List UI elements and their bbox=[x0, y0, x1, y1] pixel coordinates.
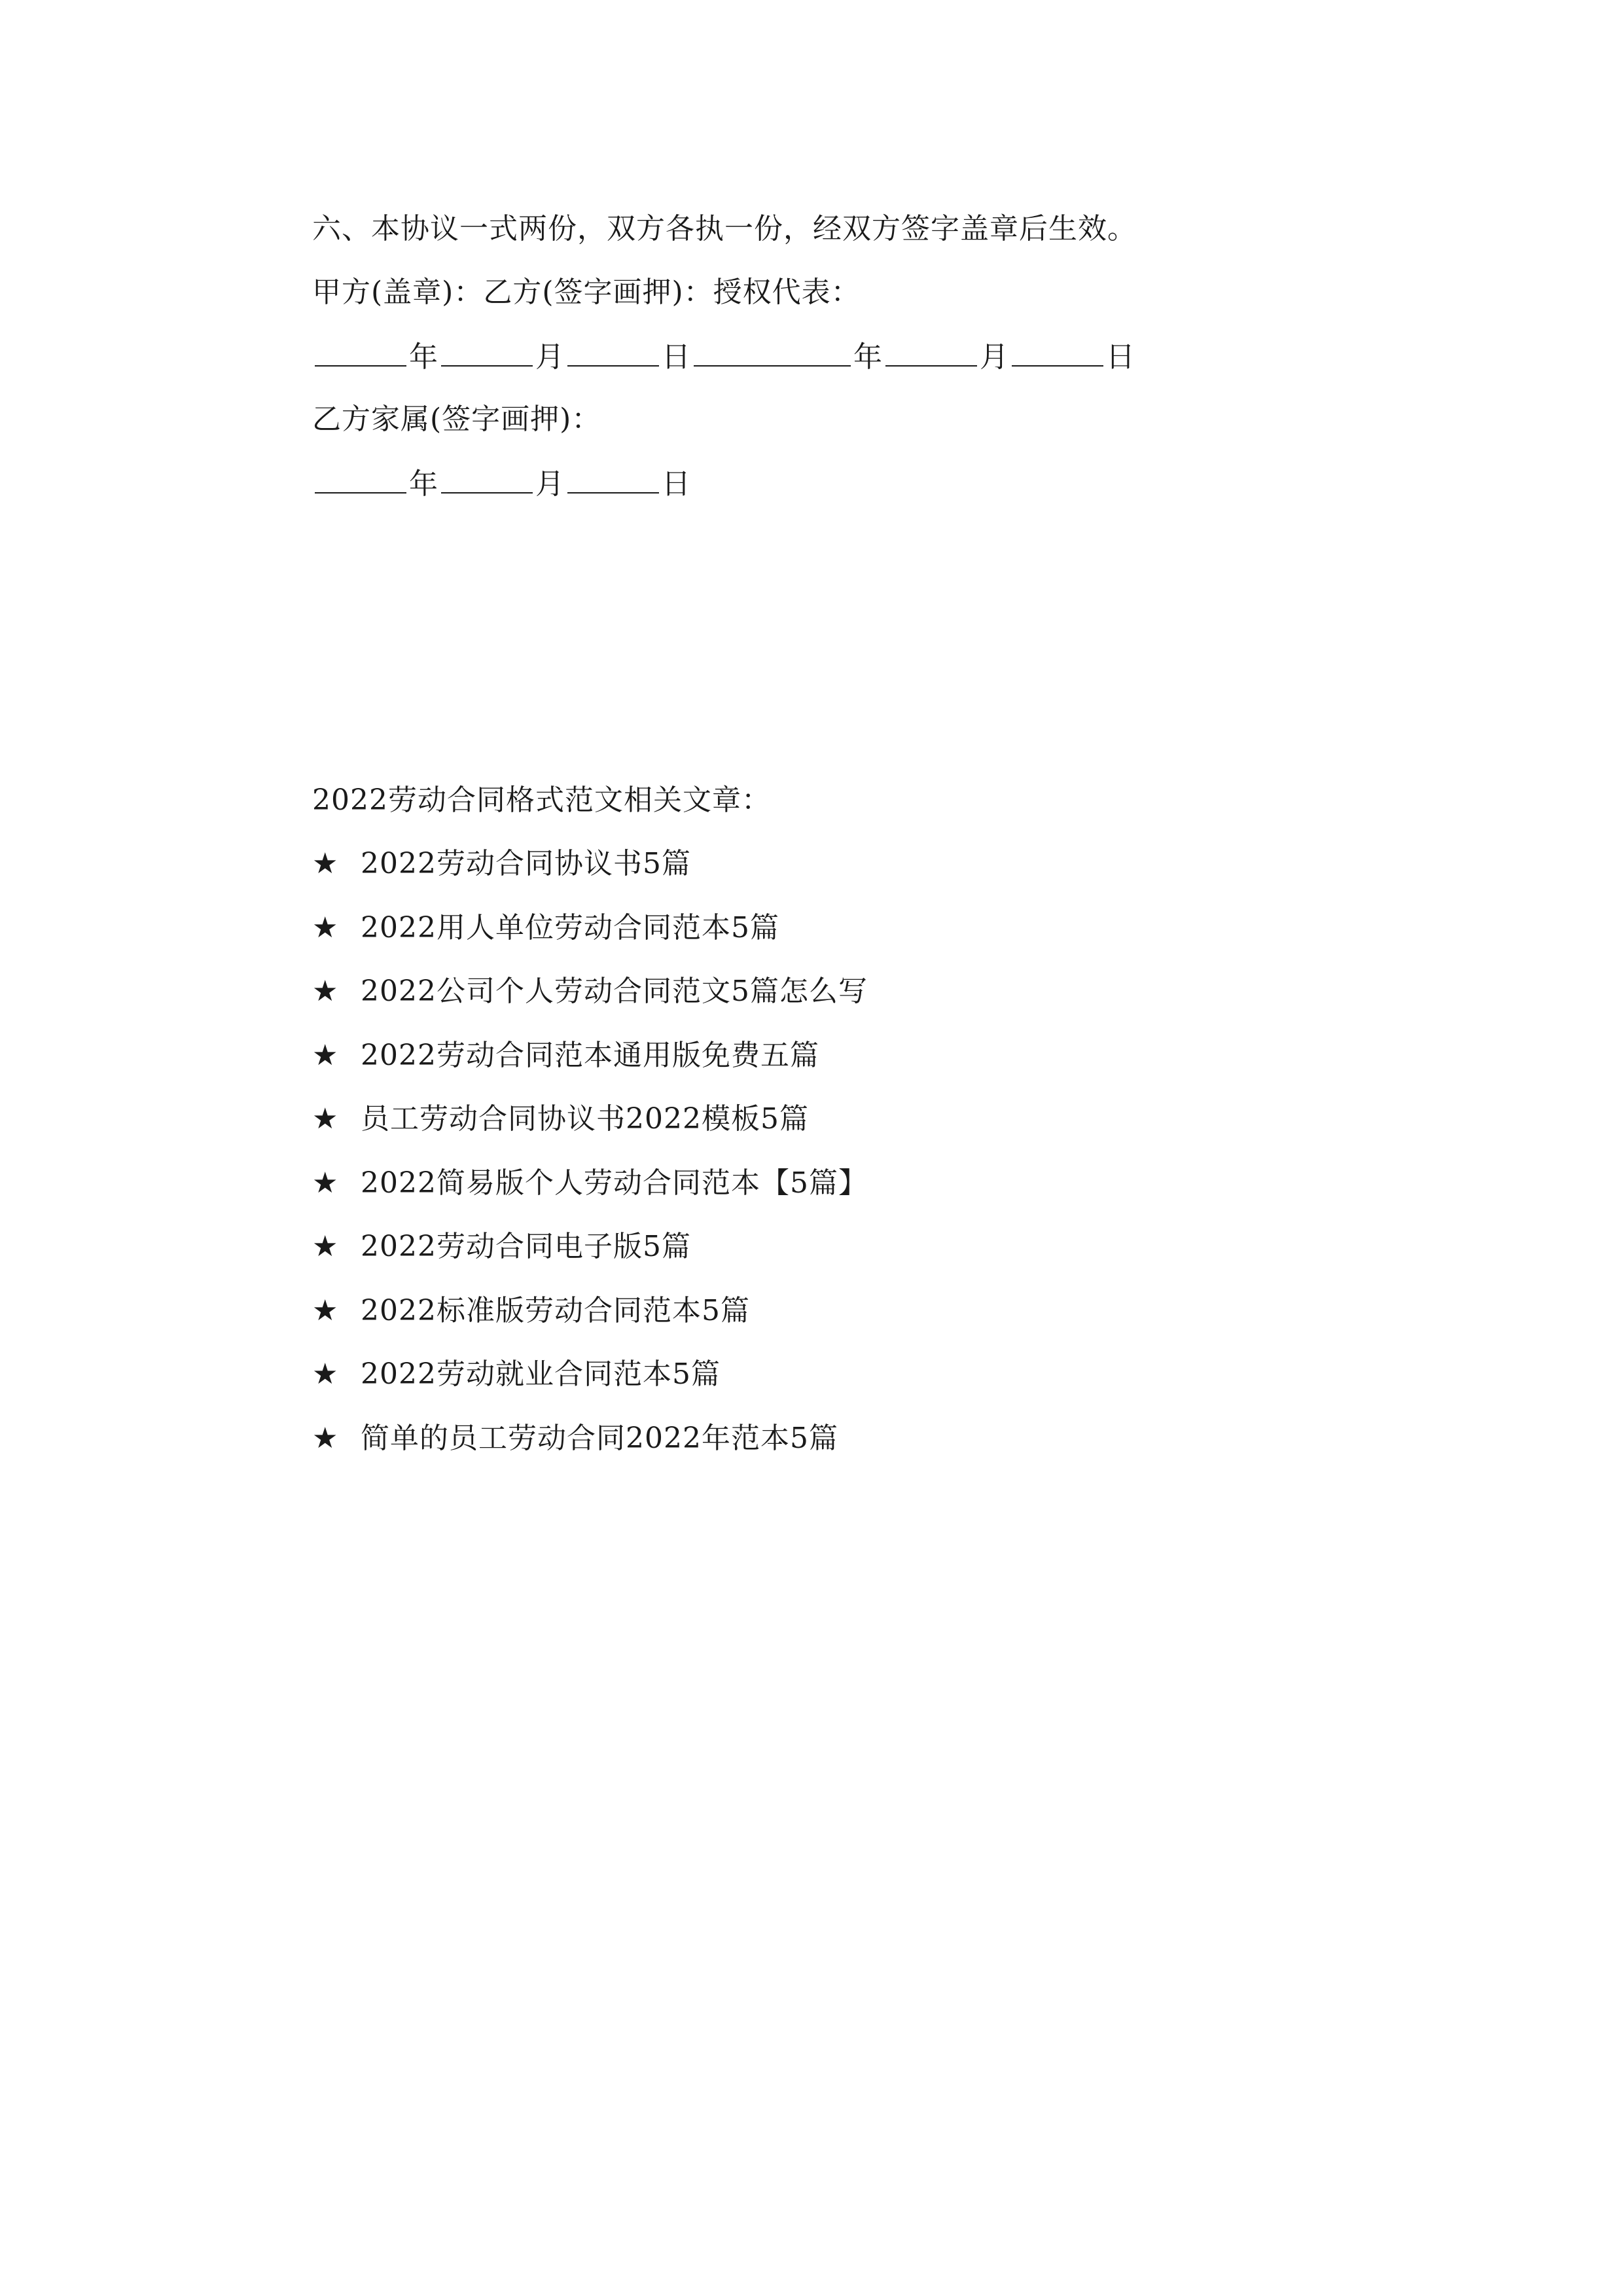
related-article-link[interactable]: 2022劳动合同协议书5篇 bbox=[361, 847, 691, 880]
star-icon: ★ bbox=[312, 847, 339, 880]
blank-field bbox=[885, 336, 977, 367]
related-articles-list bbox=[312, 844, 868, 1482]
related-article-item[interactable] bbox=[312, 844, 868, 908]
related-article-item[interactable] bbox=[312, 972, 868, 1036]
related-article-link[interactable]: 员工劳动合同协议书2022模板5篇 bbox=[361, 1102, 809, 1136]
star-icon: ★ bbox=[312, 975, 339, 1008]
blank-field bbox=[694, 336, 851, 367]
star-icon: ★ bbox=[312, 1357, 339, 1391]
star-icon: ★ bbox=[312, 910, 339, 944]
related-article-item[interactable] bbox=[312, 1036, 868, 1100]
day-label: 日 bbox=[662, 467, 691, 501]
related-article-item[interactable] bbox=[312, 1355, 868, 1419]
date-line-family bbox=[312, 463, 691, 504]
month-label: 月 bbox=[535, 467, 565, 501]
star-icon: ★ bbox=[312, 1230, 339, 1263]
related-article-link[interactable]: 2022劳动就业合同范本5篇 bbox=[361, 1357, 721, 1391]
related-heading: 2022劳动合同格式范文相关文章： bbox=[312, 783, 771, 817]
blank-field bbox=[1012, 336, 1103, 367]
blank-field bbox=[315, 336, 406, 367]
signature-line: 甲方(盖章)：乙方(签字画押)：授权代表： bbox=[312, 276, 861, 309]
related-article-link[interactable]: 2022公司个人劳动合同范文5篇怎么写 bbox=[361, 975, 868, 1008]
day-label: 日 bbox=[662, 340, 691, 374]
related-article-item[interactable] bbox=[312, 1291, 868, 1355]
related-article-link[interactable]: 2022用人单位劳动合同范本5篇 bbox=[361, 910, 779, 944]
related-article-item[interactable] bbox=[312, 908, 868, 973]
blank-field bbox=[567, 336, 659, 367]
day-label: 日 bbox=[1106, 340, 1135, 374]
star-icon: ★ bbox=[312, 1102, 339, 1136]
related-article-link[interactable]: 2022标准版劳动合同范本5篇 bbox=[361, 1293, 750, 1327]
month-label: 月 bbox=[980, 340, 1009, 374]
related-article-link[interactable]: 2022劳动合同电子版5篇 bbox=[361, 1230, 691, 1263]
blank-field bbox=[315, 463, 406, 493]
star-icon: ★ bbox=[312, 1421, 339, 1455]
star-icon: ★ bbox=[312, 1293, 339, 1327]
date-line-parties bbox=[312, 336, 1135, 377]
related-article-item[interactable] bbox=[312, 1164, 868, 1228]
year-label: 年 bbox=[853, 340, 883, 374]
blank-field bbox=[441, 336, 533, 367]
year-label: 年 bbox=[409, 340, 438, 374]
related-article-item[interactable] bbox=[312, 1227, 868, 1291]
year-label: 年 bbox=[409, 467, 438, 501]
blank-field bbox=[567, 463, 659, 493]
month-label: 月 bbox=[535, 340, 565, 374]
star-icon: ★ bbox=[312, 1038, 339, 1072]
blank-field bbox=[441, 463, 533, 493]
related-article-item[interactable] bbox=[312, 1419, 868, 1483]
related-article-link[interactable]: 2022简易版个人劳动合同范本【5篇】 bbox=[361, 1166, 868, 1200]
related-article-link[interactable]: 简单的员工劳动合同2022年范本5篇 bbox=[361, 1421, 838, 1455]
star-icon: ★ bbox=[312, 1166, 339, 1200]
related-article-link[interactable]: 2022劳动合同范本通用版免费五篇 bbox=[361, 1038, 819, 1072]
family-signature: 乙方家属(签字画押)： bbox=[312, 403, 601, 436]
related-article-item[interactable] bbox=[312, 1100, 868, 1164]
clause-six: 六、本协议一式两份，双方各执一份，经双方签字盖章后生效。 bbox=[312, 212, 1137, 245]
